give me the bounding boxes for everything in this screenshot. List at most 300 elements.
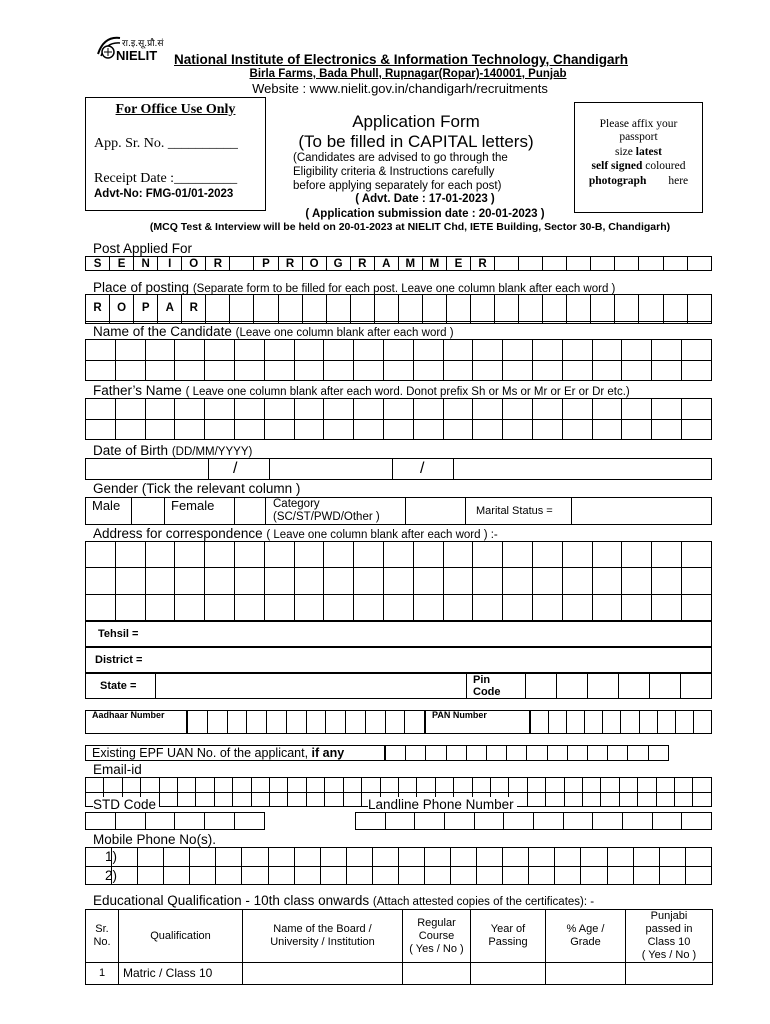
father-letter-cell[interactable] xyxy=(205,399,235,420)
email-char-cell[interactable] xyxy=(104,778,122,793)
mobile-digit-cell[interactable] xyxy=(451,848,477,867)
posting-letter-cell[interactable] xyxy=(543,295,567,322)
posting-letter-cell[interactable]: O xyxy=(110,295,134,322)
father-letter-cell[interactable] xyxy=(681,419,711,440)
name-letter-cell[interactable] xyxy=(652,340,682,361)
mobile-digit-cell[interactable] xyxy=(216,866,242,885)
email-char-cell[interactable] xyxy=(306,792,324,807)
aadhaar-digit-cell[interactable] xyxy=(286,711,306,734)
mobile-digit-cell[interactable] xyxy=(216,848,242,867)
mobile-digit-cell[interactable] xyxy=(529,866,555,885)
posting-letter-cell[interactable] xyxy=(398,295,422,322)
email-char-cell[interactable] xyxy=(288,778,306,793)
father-letter-cell[interactable] xyxy=(592,399,622,420)
address-letter-cell[interactable] xyxy=(652,594,682,620)
std-digit-cell[interactable] xyxy=(86,813,116,830)
email-char-cell[interactable] xyxy=(398,778,416,793)
address-letter-cell[interactable] xyxy=(234,568,264,594)
mobile-digit-cell[interactable] xyxy=(451,866,477,885)
father-letter-cell[interactable] xyxy=(681,399,711,420)
std-digit-cell[interactable] xyxy=(145,813,175,830)
posting-letter-cell[interactable] xyxy=(495,321,519,323)
mobile-digit-cell[interactable] xyxy=(268,848,294,867)
address-letter-cell[interactable] xyxy=(354,542,384,568)
name-letter-cell[interactable] xyxy=(473,360,503,381)
mobile-digit-cell[interactable] xyxy=(555,848,581,867)
email-char-cell[interactable] xyxy=(141,778,159,793)
address-letter-cell[interactable] xyxy=(652,542,682,568)
address-letter-cell[interactable] xyxy=(622,594,652,620)
mobile-digit-cell[interactable] xyxy=(503,866,529,885)
aadhaar-digit-cell[interactable] xyxy=(227,711,247,734)
post-letter-cell[interactable]: N xyxy=(134,257,158,271)
landline-digit-cell[interactable] xyxy=(385,813,415,830)
edu-row1-punjabi[interactable] xyxy=(626,963,713,985)
address-letter-cell[interactable] xyxy=(652,568,682,594)
address-letter-cell[interactable] xyxy=(592,594,622,620)
email-char-cell[interactable] xyxy=(564,778,582,793)
landline-digit-cell[interactable] xyxy=(356,813,386,830)
name-letter-cell[interactable] xyxy=(264,340,294,361)
email-char-cell[interactable] xyxy=(325,778,343,793)
landline-digit-cell[interactable] xyxy=(622,813,652,830)
landline-digit-cell[interactable] xyxy=(593,813,623,830)
father-letter-cell[interactable] xyxy=(503,419,533,440)
father-grid[interactable] xyxy=(85,398,712,440)
email-char-cell[interactable] xyxy=(693,792,712,807)
father-letter-cell[interactable] xyxy=(473,419,503,440)
address-letter-cell[interactable] xyxy=(324,542,354,568)
address-letter-cell[interactable] xyxy=(175,568,205,594)
posting-letter-cell[interactable] xyxy=(278,295,302,322)
post-letter-cell[interactable]: M xyxy=(398,257,422,271)
post-letter-cell[interactable] xyxy=(230,257,254,271)
father-letter-cell[interactable] xyxy=(145,419,175,440)
address-letter-cell[interactable] xyxy=(383,542,413,568)
name-letter-cell[interactable] xyxy=(592,360,622,381)
pan-char-cell[interactable] xyxy=(693,711,711,734)
address-letter-cell[interactable] xyxy=(622,568,652,594)
post-letter-cell[interactable] xyxy=(543,257,567,271)
address-letter-cell[interactable] xyxy=(264,568,294,594)
epf-digit-cell[interactable] xyxy=(487,746,507,761)
posting-letter-cell[interactable] xyxy=(687,295,711,322)
address-letter-cell[interactable] xyxy=(473,542,503,568)
posting-letter-cell[interactable] xyxy=(519,295,543,322)
name-letter-cell[interactable] xyxy=(324,360,354,381)
address-letter-cell[interactable] xyxy=(294,542,324,568)
landline-digit-cell[interactable] xyxy=(415,813,445,830)
edu-row1-grade[interactable] xyxy=(546,963,626,985)
pin-digit-cell[interactable] xyxy=(557,674,588,699)
mobile-digit-cell[interactable] xyxy=(164,848,190,867)
posting-letter-cell[interactable] xyxy=(495,295,519,322)
aadhaar-digit-cell[interactable] xyxy=(247,711,267,734)
father-letter-cell[interactable] xyxy=(383,399,413,420)
post-letter-cell[interactable]: R xyxy=(350,257,374,271)
pan-char-cell[interactable] xyxy=(657,711,675,734)
landline-digit-cell[interactable] xyxy=(474,813,504,830)
father-letter-cell[interactable] xyxy=(115,419,145,440)
posting-letter-cell[interactable]: R xyxy=(182,295,206,322)
address-letter-cell[interactable] xyxy=(562,594,592,620)
name-letter-cell[interactable] xyxy=(145,360,175,381)
address-letter-cell[interactable] xyxy=(592,542,622,568)
posting-letter-cell[interactable] xyxy=(230,295,254,322)
father-letter-cell[interactable] xyxy=(354,399,384,420)
address-letter-cell[interactable] xyxy=(324,568,354,594)
father-letter-cell[interactable] xyxy=(294,419,324,440)
name-letter-cell[interactable] xyxy=(383,360,413,381)
name-letter-cell[interactable] xyxy=(354,340,384,361)
email-char-cell[interactable] xyxy=(693,778,712,793)
address-grid[interactable] xyxy=(85,541,712,621)
landline-grid[interactable] xyxy=(355,812,712,830)
posting-letter-cell[interactable] xyxy=(350,295,374,322)
name-letter-cell[interactable] xyxy=(294,340,324,361)
posting-letter-cell[interactable] xyxy=(687,321,711,323)
posting-letter-cell[interactable]: P xyxy=(134,295,158,322)
post-letter-cell[interactable] xyxy=(591,257,615,271)
mobile-digit-cell[interactable] xyxy=(685,848,711,867)
name-letter-cell[interactable] xyxy=(205,360,235,381)
landline-digit-cell[interactable] xyxy=(652,813,682,830)
address-letter-cell[interactable] xyxy=(354,568,384,594)
posting-letter-cell[interactable] xyxy=(471,321,495,323)
male-tick-box[interactable] xyxy=(132,498,163,524)
email-char-cell[interactable] xyxy=(306,778,324,793)
posting-letter-cell[interactable] xyxy=(374,295,398,322)
father-letter-cell[interactable] xyxy=(562,399,592,420)
email-char-cell[interactable] xyxy=(527,778,545,793)
name-letter-cell[interactable] xyxy=(532,360,562,381)
name-letter-cell[interactable] xyxy=(175,340,205,361)
address-letter-cell[interactable] xyxy=(473,568,503,594)
mobile-digit-cell[interactable] xyxy=(242,866,268,885)
email-char-cell[interactable] xyxy=(251,778,269,793)
email-char-cell[interactable] xyxy=(178,778,196,793)
post-letter-cell[interactable] xyxy=(639,257,663,271)
mobile-digit-cell[interactable] xyxy=(294,848,320,867)
email-char-cell[interactable] xyxy=(270,792,288,807)
posting-letter-cell[interactable] xyxy=(206,295,230,322)
epf-digit-cell[interactable] xyxy=(426,746,446,761)
address-letter-cell[interactable] xyxy=(205,542,235,568)
address-letter-cell[interactable] xyxy=(115,568,145,594)
email-char-cell[interactable] xyxy=(656,792,674,807)
email-char-cell[interactable] xyxy=(619,792,637,807)
address-letter-cell[interactable] xyxy=(562,568,592,594)
std-code-grid[interactable] xyxy=(85,812,265,830)
tehsil-row[interactable] xyxy=(85,621,712,647)
address-letter-cell[interactable] xyxy=(324,594,354,620)
address-letter-cell[interactable] xyxy=(115,594,145,620)
address-letter-cell[interactable] xyxy=(532,542,562,568)
father-letter-cell[interactable] xyxy=(413,419,443,440)
posting-letter-cell[interactable] xyxy=(471,295,495,322)
email-char-cell[interactable] xyxy=(675,792,693,807)
address-letter-cell[interactable] xyxy=(681,542,711,568)
name-letter-cell[interactable] xyxy=(443,360,473,381)
mobile-digit-cell[interactable] xyxy=(190,848,216,867)
post-letter-cell[interactable] xyxy=(687,257,711,271)
landline-digit-cell[interactable] xyxy=(444,813,474,830)
mobile-digit-cell[interactable] xyxy=(190,866,216,885)
email-char-cell[interactable] xyxy=(509,778,527,793)
name-letter-cell[interactable] xyxy=(652,360,682,381)
father-letter-cell[interactable] xyxy=(234,419,264,440)
father-letter-cell[interactable] xyxy=(264,419,294,440)
post-letter-cell[interactable]: S xyxy=(86,257,110,271)
dob-box[interactable] xyxy=(85,458,712,480)
email-char-cell[interactable] xyxy=(196,778,214,793)
mobile-digit-cell[interactable] xyxy=(555,866,581,885)
email-char-cell[interactable] xyxy=(601,792,619,807)
mobile-digit-cell[interactable] xyxy=(425,848,451,867)
address-letter-cell[interactable] xyxy=(175,542,205,568)
edu-row1-regular[interactable] xyxy=(403,963,471,985)
name-letter-cell[interactable] xyxy=(234,360,264,381)
address-letter-cell[interactable] xyxy=(205,568,235,594)
address-letter-cell[interactable] xyxy=(383,594,413,620)
epf-digit-cell[interactable] xyxy=(446,746,466,761)
father-letter-cell[interactable] xyxy=(562,419,592,440)
epf-digit-cell[interactable] xyxy=(567,746,587,761)
post-letter-cell[interactable]: R xyxy=(206,257,230,271)
posting-letter-cell[interactable] xyxy=(302,295,326,322)
epf-digit-cell[interactable] xyxy=(588,746,608,761)
address-letter-cell[interactable] xyxy=(234,594,264,620)
email-char-cell[interactable] xyxy=(362,778,380,793)
address-letter-cell[interactable] xyxy=(413,542,443,568)
state-input[interactable] xyxy=(156,674,466,698)
district-row[interactable] xyxy=(85,647,712,673)
std-digit-cell[interactable] xyxy=(205,813,235,830)
mobile-digit-cell[interactable] xyxy=(294,866,320,885)
mobile-digit-cell[interactable] xyxy=(581,866,607,885)
post-letter-cell[interactable]: E xyxy=(446,257,470,271)
pan-char-cell[interactable] xyxy=(585,711,603,734)
name-letter-cell[interactable] xyxy=(86,360,116,381)
mobile-digit-cell[interactable] xyxy=(112,848,138,867)
epf-digit-cell[interactable] xyxy=(628,746,648,761)
posting-letter-cell[interactable] xyxy=(519,321,543,323)
father-letter-cell[interactable] xyxy=(622,419,652,440)
category-input[interactable] xyxy=(406,498,464,524)
father-letter-cell[interactable] xyxy=(145,399,175,420)
pan-char-cell[interactable] xyxy=(621,711,639,734)
email-char-cell[interactable] xyxy=(233,778,251,793)
address-letter-cell[interactable] xyxy=(294,594,324,620)
posting-letter-cell[interactable]: R xyxy=(86,295,110,322)
female-tick-box[interactable] xyxy=(235,498,264,524)
name-letter-cell[interactable] xyxy=(592,340,622,361)
father-letter-cell[interactable] xyxy=(354,419,384,440)
mobile-digit-cell[interactable] xyxy=(503,848,529,867)
posting-letter-cell[interactable] xyxy=(422,295,446,322)
name-letter-cell[interactable] xyxy=(264,360,294,381)
address-letter-cell[interactable] xyxy=(413,568,443,594)
address-letter-cell[interactable] xyxy=(443,594,473,620)
email-char-cell[interactable] xyxy=(159,792,177,807)
email-char-cell[interactable] xyxy=(454,778,472,793)
epf-digit-cell[interactable] xyxy=(527,746,547,761)
father-letter-cell[interactable] xyxy=(175,419,205,440)
mobile-digit-cell[interactable] xyxy=(86,848,112,867)
mobile-digit-cell[interactable] xyxy=(86,866,112,885)
email-char-cell[interactable] xyxy=(656,778,674,793)
posting-letter-cell[interactable] xyxy=(567,295,591,322)
name-letter-cell[interactable] xyxy=(681,360,711,381)
name-letter-cell[interactable] xyxy=(503,340,533,361)
pan-char-cell[interactable] xyxy=(603,711,621,734)
mobile-digit-cell[interactable] xyxy=(346,866,372,885)
email-char-cell[interactable] xyxy=(417,778,435,793)
posting-letter-cell[interactable] xyxy=(639,295,663,322)
post-letter-cell[interactable]: M xyxy=(422,257,446,271)
pin-digit-cell[interactable] xyxy=(619,674,650,699)
mobile-digit-cell[interactable] xyxy=(138,848,164,867)
father-letter-cell[interactable] xyxy=(264,399,294,420)
name-letter-cell[interactable] xyxy=(294,360,324,381)
father-letter-cell[interactable] xyxy=(383,419,413,440)
father-letter-cell[interactable] xyxy=(532,399,562,420)
name-letter-cell[interactable] xyxy=(622,340,652,361)
email-char-cell[interactable] xyxy=(325,792,343,807)
std-digit-cell[interactable] xyxy=(175,813,205,830)
posting-letter-cell[interactable] xyxy=(663,321,687,323)
mobile-digit-cell[interactable] xyxy=(372,866,398,885)
aadhaar-grid[interactable] xyxy=(187,710,425,734)
father-letter-cell[interactable] xyxy=(652,399,682,420)
edu-row1-year[interactable] xyxy=(471,963,546,985)
landline-digit-cell[interactable] xyxy=(682,813,712,830)
aadhaar-digit-cell[interactable] xyxy=(346,711,366,734)
email-char-cell[interactable] xyxy=(601,778,619,793)
post-letter-cell[interactable]: O xyxy=(182,257,206,271)
email-char-cell[interactable] xyxy=(214,778,232,793)
edu-row1-board[interactable] xyxy=(243,963,403,985)
email-char-cell[interactable] xyxy=(546,778,564,793)
email-char-cell[interactable] xyxy=(380,778,398,793)
aadhaar-digit-cell[interactable] xyxy=(326,711,346,734)
name-letter-cell[interactable] xyxy=(562,360,592,381)
address-letter-cell[interactable] xyxy=(115,542,145,568)
epf-digit-cell[interactable] xyxy=(648,746,668,761)
mobile-digit-cell[interactable] xyxy=(268,866,294,885)
post-letter-cell[interactable] xyxy=(615,257,639,271)
mobile-grid[interactable] xyxy=(85,847,712,885)
mobile-digit-cell[interactable] xyxy=(398,848,424,867)
mobile-digit-cell[interactable] xyxy=(398,866,424,885)
mobile-digit-cell[interactable] xyxy=(372,848,398,867)
address-letter-cell[interactable] xyxy=(532,594,562,620)
marital-status-input[interactable] xyxy=(572,498,711,524)
address-letter-cell[interactable] xyxy=(413,594,443,620)
mobile-digit-cell[interactable] xyxy=(112,866,138,885)
email-char-cell[interactable] xyxy=(527,792,545,807)
posting-letter-cell[interactable] xyxy=(543,321,567,323)
father-letter-cell[interactable] xyxy=(86,419,116,440)
pan-char-cell[interactable] xyxy=(549,711,567,734)
name-letter-cell[interactable] xyxy=(503,360,533,381)
email-char-cell[interactable] xyxy=(343,778,361,793)
mobile-digit-cell[interactable] xyxy=(685,866,711,885)
father-letter-cell[interactable] xyxy=(324,419,354,440)
aadhaar-digit-cell[interactable] xyxy=(385,711,405,734)
post-letter-cell[interactable]: O xyxy=(302,257,326,271)
email-char-cell[interactable] xyxy=(214,792,232,807)
aadhaar-digit-cell[interactable] xyxy=(405,711,425,734)
posting-letter-cell[interactable] xyxy=(591,321,615,323)
pin-digit-cell[interactable] xyxy=(526,674,557,699)
mobile-digit-cell[interactable] xyxy=(659,866,685,885)
photo-box[interactable] xyxy=(574,102,703,213)
mobile-digit-cell[interactable] xyxy=(633,866,659,885)
std-digit-cell[interactable] xyxy=(235,813,265,830)
posting-letter-cell[interactable] xyxy=(326,295,350,322)
email-char-cell[interactable] xyxy=(270,778,288,793)
name-letter-cell[interactable] xyxy=(473,340,503,361)
address-letter-cell[interactable] xyxy=(503,568,533,594)
address-letter-cell[interactable] xyxy=(622,542,652,568)
address-letter-cell[interactable] xyxy=(145,568,175,594)
mobile-digit-cell[interactable] xyxy=(529,848,555,867)
father-letter-cell[interactable] xyxy=(592,419,622,440)
mobile-digit-cell[interactable] xyxy=(346,848,372,867)
mobile-digit-cell[interactable] xyxy=(477,866,503,885)
name-letter-cell[interactable] xyxy=(175,360,205,381)
email-char-cell[interactable] xyxy=(122,778,140,793)
pin-code-grid[interactable] xyxy=(525,673,712,699)
email-char-cell[interactable] xyxy=(638,792,656,807)
address-letter-cell[interactable] xyxy=(86,568,116,594)
address-letter-cell[interactable] xyxy=(86,542,116,568)
name-letter-cell[interactable] xyxy=(532,340,562,361)
mobile-digit-cell[interactable] xyxy=(164,866,190,885)
address-letter-cell[interactable] xyxy=(562,542,592,568)
posting-letter-cell[interactable] xyxy=(254,295,278,322)
email-char-cell[interactable] xyxy=(490,778,508,793)
address-letter-cell[interactable] xyxy=(443,542,473,568)
email-char-cell[interactable] xyxy=(619,778,637,793)
name-letter-cell[interactable] xyxy=(324,340,354,361)
epf-grid[interactable] xyxy=(385,745,669,761)
epf-digit-cell[interactable] xyxy=(406,746,426,761)
father-letter-cell[interactable] xyxy=(652,419,682,440)
landline-digit-cell[interactable] xyxy=(533,813,563,830)
mobile-digit-cell[interactable] xyxy=(320,848,346,867)
epf-digit-cell[interactable] xyxy=(608,746,628,761)
name-letter-cell[interactable] xyxy=(562,340,592,361)
address-letter-cell[interactable] xyxy=(205,594,235,620)
mobile-digit-cell[interactable] xyxy=(607,848,633,867)
address-letter-cell[interactable] xyxy=(294,568,324,594)
post-letter-cell[interactable]: G xyxy=(326,257,350,271)
mobile-digit-cell[interactable] xyxy=(581,848,607,867)
name-grid[interactable] xyxy=(85,339,712,381)
father-letter-cell[interactable] xyxy=(234,399,264,420)
address-letter-cell[interactable] xyxy=(473,594,503,620)
father-letter-cell[interactable] xyxy=(175,399,205,420)
posting-letter-cell[interactable] xyxy=(615,321,639,323)
name-letter-cell[interactable] xyxy=(681,340,711,361)
aadhaar-digit-cell[interactable] xyxy=(207,711,227,734)
email-char-cell[interactable] xyxy=(582,792,600,807)
name-letter-cell[interactable] xyxy=(145,340,175,361)
pin-digit-cell[interactable] xyxy=(650,674,681,699)
father-letter-cell[interactable] xyxy=(532,419,562,440)
